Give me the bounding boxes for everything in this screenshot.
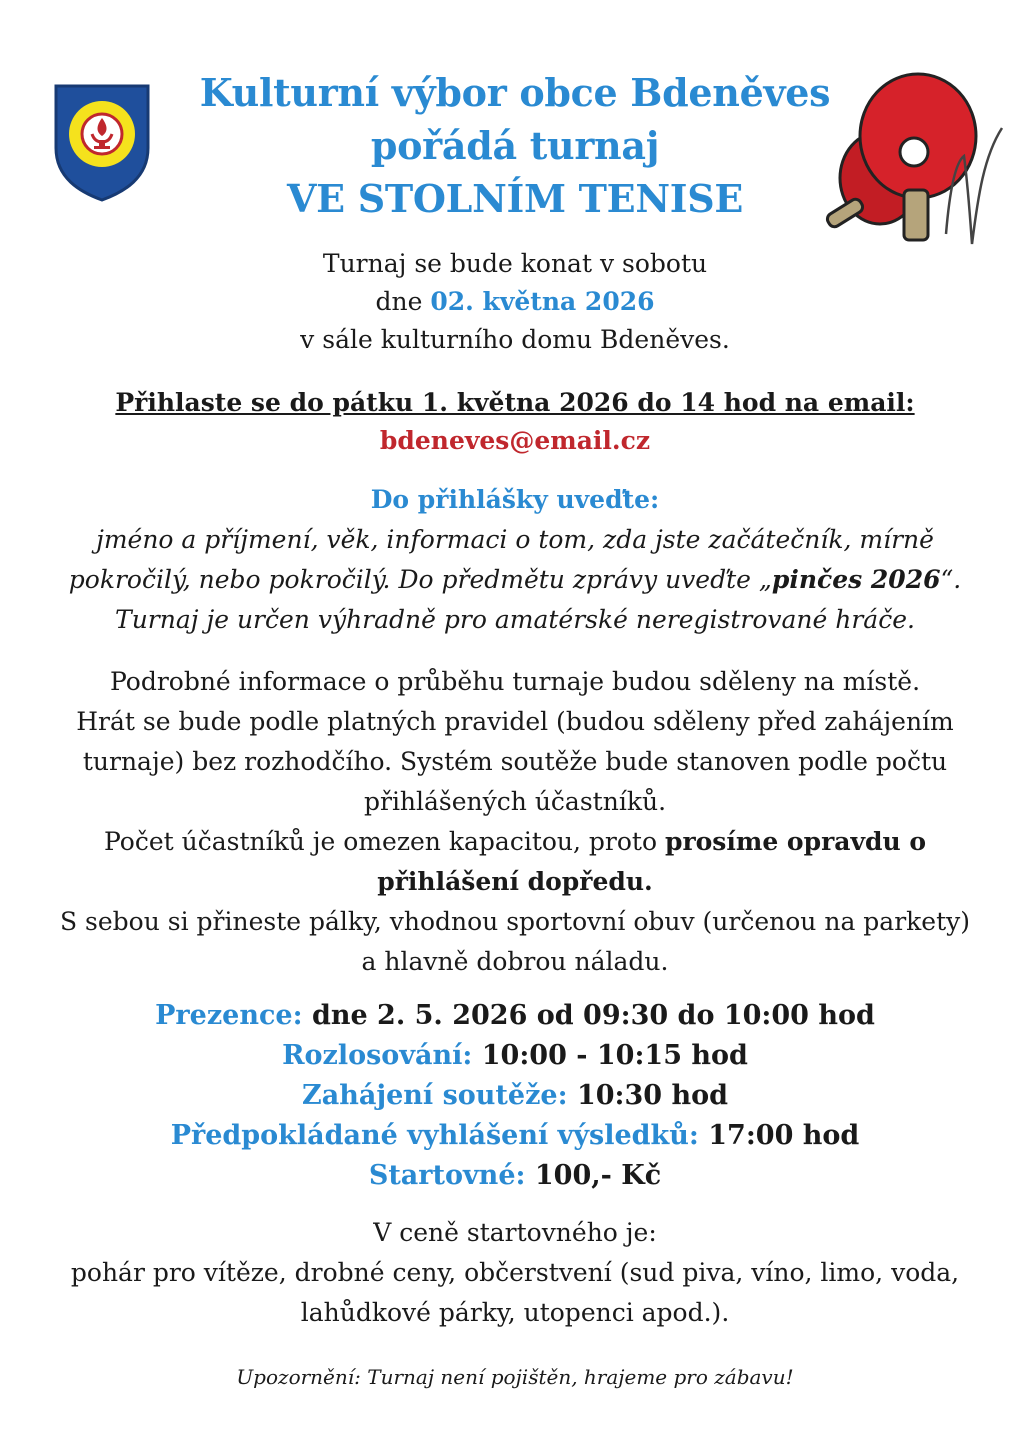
- info-line-5: [30, 822, 1000, 862]
- schedule-value: 17:00 hod: [708, 1120, 860, 1151]
- schedule-row: [30, 1036, 1000, 1076]
- heading-line-3: VE STOLNÍM TENISE: [286, 176, 744, 221]
- signup-section: [30, 384, 1000, 460]
- intro-line-1: Turnaj se bude konat v sobotu: [322, 249, 708, 278]
- requirements-line-1: jméno a příjmení, věk, informaci o tom, zda jste začátečník, mírně: [96, 525, 934, 554]
- info-line-6: [30, 862, 1000, 902]
- requirements-line-3: Turnaj je určen výhradně pro amatérské neregistrované hráče.: [115, 605, 915, 634]
- application-requirements: [30, 480, 1000, 640]
- schedule-label: Rozlosování:: [282, 1040, 473, 1071]
- schedule-label: Prezence:: [155, 1000, 303, 1031]
- info-line-2: Hrát se bude podle platných pravidel (budou sděleny před zahájením: [76, 707, 954, 736]
- schedule-label: Zahájení soutěže:: [302, 1080, 568, 1111]
- schedule-value: 10:30 hod: [576, 1080, 728, 1111]
- requirements-title: Do přihlášky uveďte:: [370, 485, 660, 514]
- email-subject: pinčes 2026: [771, 565, 941, 594]
- schedule-row: [30, 1116, 1000, 1156]
- schedule-row: [30, 1156, 1000, 1196]
- signup-deadline: Přihlaste se do pátku 1. května 2026 do 14 hod na email:: [115, 388, 915, 417]
- heading-line-2: pořádá turnaj: [370, 123, 660, 168]
- info-line-7: S sebou si přineste pálky, vhodnou sportovní obuv (určenou na parkety): [59, 907, 971, 936]
- intro-line-3: v sále kulturního domu Bdeněves.: [300, 325, 730, 354]
- schedule-value: dne 2. 5. 2026 od 09:30 do 10:00 hod: [311, 1000, 875, 1031]
- tournament-info: [30, 662, 1000, 982]
- schedule-label: Předpokládané vyhlášení výsledků:: [170, 1120, 699, 1151]
- capacity-text: Počet účastníků je omezen kapacitou, proto: [103, 827, 658, 856]
- capacity-plea: prosíme opravdu o: [664, 827, 927, 856]
- prizes-section: [30, 1213, 1000, 1333]
- intro-line-2: [30, 283, 1000, 321]
- event-date: 02. května 2026: [430, 287, 655, 316]
- event-intro: [30, 245, 1000, 359]
- heading-line-1: Kulturní výbor obce Bdeněves: [199, 70, 831, 115]
- coat-of-arms-icon: [52, 82, 152, 204]
- info-line-3: turnaje) bez rozhodčího. Systém soutěže bude stanoven podle počtu: [82, 747, 948, 776]
- schedule-row: [30, 996, 1000, 1036]
- schedule-label: Startovné:: [368, 1160, 526, 1191]
- info-line-1: Podrobné informace o průběhu turnaje budou sděleny na místě.: [109, 667, 921, 696]
- register-ahead: přihlášení dopředu.: [377, 867, 653, 896]
- requirements-line-2-text: pokročilý, nebo pokročilý. Do předmětu zprávy uveďte „: [68, 565, 772, 594]
- signup-email[interactable]: bdeneves@email.cz: [379, 426, 651, 455]
- requirements-line-2-end: “.: [940, 565, 962, 594]
- requirements-line-2: [30, 560, 1000, 600]
- info-line-4: přihlášených účastníků.: [363, 787, 667, 816]
- schedule-value: 10:00 - 10:15 hod: [481, 1040, 748, 1071]
- schedule-row: [30, 1076, 1000, 1116]
- info-line-8: a hlavně dobrou náladu.: [361, 947, 669, 976]
- prizes-line-2: pohár pro vítěze, drobné ceny, občerstvení (sud piva, víno, limo, voda,: [70, 1258, 960, 1287]
- schedule-value: 100,- Kč: [534, 1160, 662, 1191]
- prizes-line-3: lahůdkové párky, utopenci apod.).: [300, 1298, 730, 1327]
- prizes-line-1: V ceně startovného je:: [373, 1218, 657, 1247]
- disclaimer-note: Upozornění: Turnaj není pojištěn, hrajeme pro zábavu!: [236, 1365, 794, 1389]
- poster-heading: [170, 66, 860, 225]
- intro-date-prefix: dne: [375, 287, 423, 316]
- schedule: [30, 996, 1000, 1196]
